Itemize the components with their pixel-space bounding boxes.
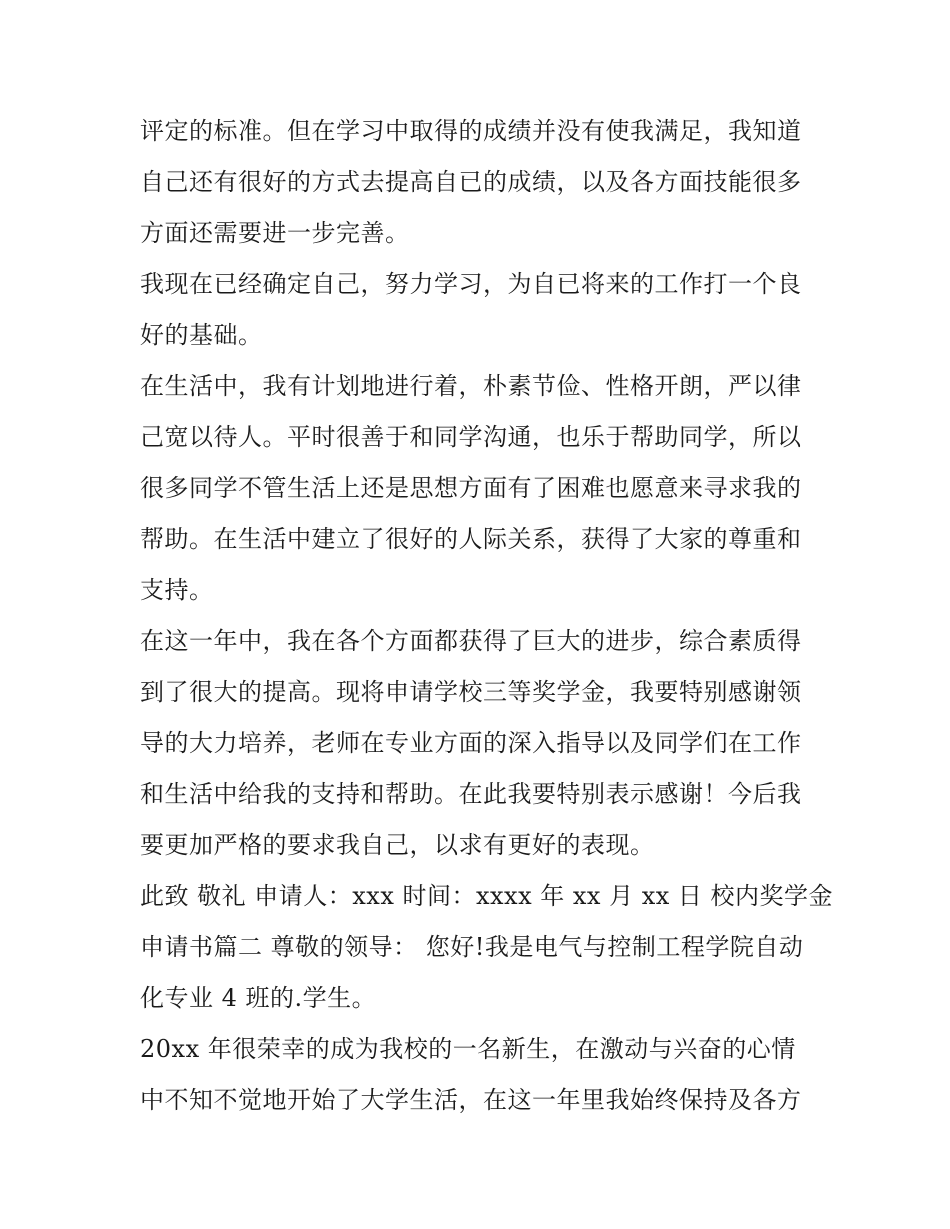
document-body <box>140 106 834 1126</box>
text-line: 导的大力培养，老师在专业方面的深入指导以及同学们在工作 <box>140 729 802 757</box>
text-line: 评定的标准。但在学习中取得的成绩并没有使我满足，我知道 <box>140 117 802 145</box>
text-line: 我现在已经确定自己，努力学习，为自已将来的工作打一个良 <box>140 270 802 298</box>
text-line: 很多同学不管生活上还是思想方面有了困难也愿意来寻求我的 <box>140 474 802 502</box>
text-line: 和生活中给我的支持和帮助。在此我要特别表示感谢！今后我 <box>140 780 802 808</box>
text-line: 20xx 年很荣幸的成为我校的一名新生，在激动与兴奋的心情 <box>140 1035 796 1063</box>
text-line: 化专业 4 班的.学生。 <box>140 984 377 1012</box>
text-line: 方面还需要进一步完善。 <box>140 219 410 247</box>
text-line: 到了很大的提高。现将申请学校三等奖学金，我要特别感谢领 <box>140 678 802 706</box>
text-line: 此致 敬礼 申请人：xxx 时间：xxxx 年 xx 月 xx 日 校内奖学金 <box>140 882 834 910</box>
text-line: 自己还有很好的方式去提高自已的成绩，以及各方面技能很多 <box>140 168 802 196</box>
text-line: 帮助。在生活中建立了很好的人际关系，获得了大家的尊重和 <box>140 525 802 553</box>
text-line: 要更加严格的要求我自己，以求有更好的表现。 <box>140 831 655 859</box>
text-line: 己宽以待人。平时很善于和同学沟通，也乐于帮助同学，所以 <box>140 423 802 451</box>
text-line: 中不知不觉地开始了大学生活，在这一年里我始终保持及各方 <box>140 1086 802 1114</box>
text-line: 支持。 <box>140 576 214 604</box>
text-line: 在这一年中，我在各个方面都获得了巨大的进步，综合素质得 <box>140 627 802 655</box>
text-line: 在生活中，我有计划地进行着，朴素节俭、性格开朗，严以律 <box>140 372 802 400</box>
text-line: 申请书篇二 尊敬的领导： 您好!我是电气与控制工程学院自动 <box>140 933 804 961</box>
text-line: 好的基础。 <box>140 321 263 349</box>
